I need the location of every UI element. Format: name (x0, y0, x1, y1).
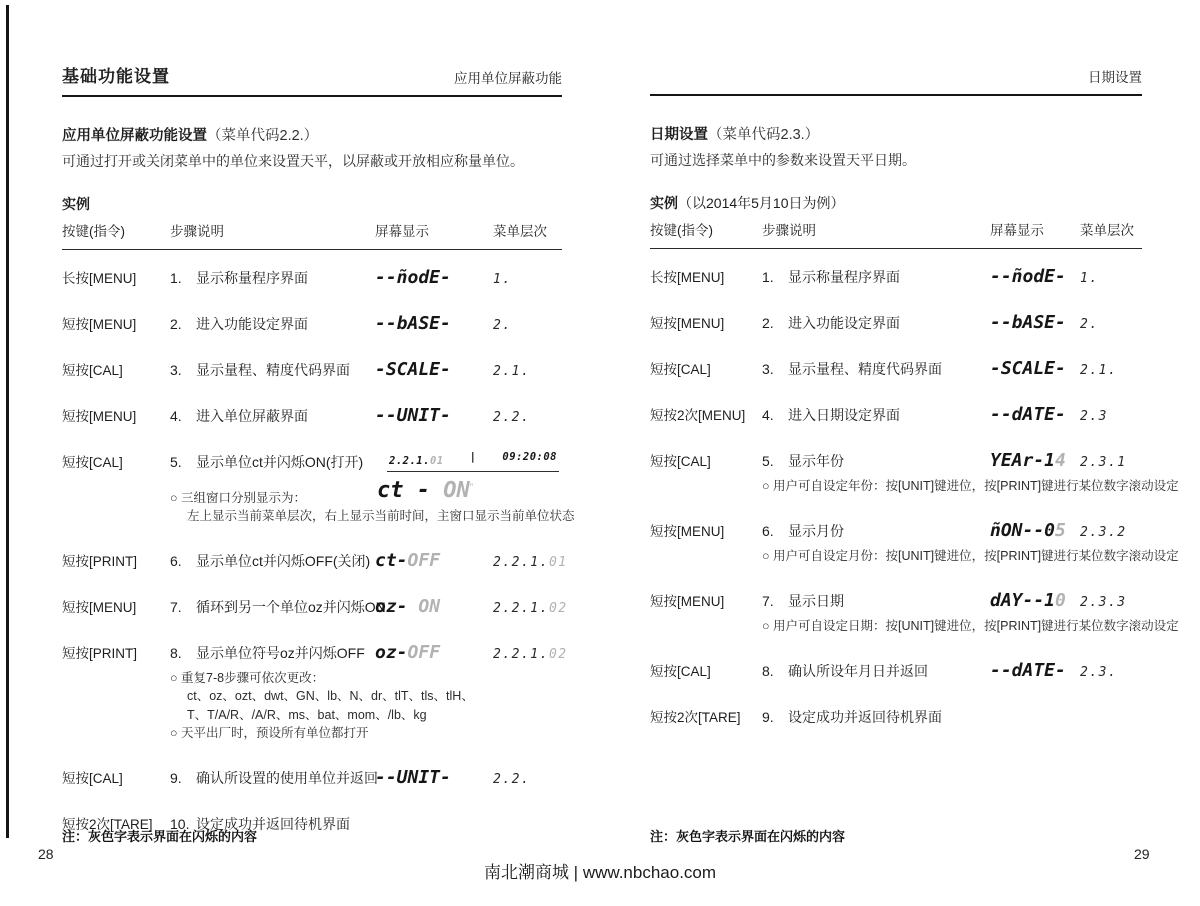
menu-level (493, 270, 562, 288)
menu-level (1080, 315, 1142, 333)
row-notes (170, 489, 575, 525)
menu-level (1080, 663, 1142, 681)
topic-title-code: （菜单代码2.2.） (207, 128, 319, 144)
key-command: 短按[MENU] (62, 600, 137, 616)
step-text: 进入单位屏蔽界面 (196, 408, 308, 424)
step-text: 设定成功并返回待机界面 (196, 815, 350, 832)
col-display: 屏幕显示 (990, 223, 1044, 238)
page-right (650, 62, 1179, 844)
step-number: 4. (762, 407, 774, 423)
footer-watermark: 南北潮商城 | www.nbchao.com (483, 863, 717, 882)
note-line: ○ 用户可自设定日期：按[UNIT]键进位，按[PRINT]键进行某位数字滚动设定 (762, 619, 1179, 634)
screen-display (375, 267, 493, 288)
step-description (762, 451, 990, 471)
menu-level (493, 770, 562, 788)
lcd-time: 09:20:08 (502, 451, 557, 463)
menu-level-seg: 1. (1080, 271, 1099, 286)
page-right-header (650, 62, 1142, 96)
screen-display (375, 359, 493, 380)
menu-level-seg: 2.2.1. (493, 555, 549, 571)
example-label-bold: 实例 (650, 195, 678, 211)
topic-title (62, 124, 562, 145)
screen-display-seg: OFF (407, 550, 441, 572)
screen-display (990, 520, 1080, 541)
step-text: 确认所设年月日并返回 (788, 663, 928, 680)
step-description (170, 551, 375, 571)
example-label-rest: （以2014年5月10日为例） (678, 195, 845, 211)
screen-display (990, 450, 1080, 471)
col-menu: 菜单层次 (1080, 223, 1134, 238)
step-text: 显示单位符号oz并闪烁OFF (196, 645, 365, 662)
menu-level (1080, 593, 1142, 611)
menu-level-seg: 1. (493, 272, 512, 287)
menu-level-seg: 2.2. (493, 410, 531, 425)
step-number: 2. (170, 316, 182, 332)
key-command: 短按[MENU] (650, 316, 725, 331)
step-text: 显示量程、精度代码界面 (196, 362, 350, 378)
key-command: 短按[PRINT] (62, 646, 138, 662)
table-row (62, 642, 568, 742)
step-number: 7. (170, 599, 182, 616)
screen-display (990, 358, 1080, 379)
flashing-note: 注：灰色字表示界面在闪烁的内容 (650, 829, 846, 844)
table-row (62, 267, 562, 288)
step-description (762, 405, 990, 425)
screen-display-seg: 4 (1055, 450, 1066, 471)
key-command: 短按[CAL] (62, 770, 123, 786)
step-text: 显示月份 (788, 523, 844, 540)
note-line: T、T/A/R、/A/R、ms、bat、mom、/lb、kg (187, 707, 427, 722)
step-number: 8. (762, 663, 774, 680)
step-description (170, 360, 375, 380)
screen-display-seg: --UNIT- (375, 766, 451, 788)
step-description (762, 313, 990, 333)
screen-display-seg: --bASE- (375, 313, 451, 334)
table-row (62, 313, 562, 334)
table-row (650, 404, 1142, 425)
screen-display (375, 313, 493, 334)
key-command: 短按[CAL] (650, 454, 711, 469)
key-command: 短按2次[TARE] (650, 710, 741, 726)
step-number: 1. (762, 269, 774, 285)
screen-display (375, 767, 493, 788)
menu-level-seg: 2.2. (493, 771, 531, 787)
table-row (650, 706, 1142, 727)
table-header (650, 219, 1142, 249)
col-key: 按键(指令) (62, 224, 125, 239)
table-row (62, 405, 562, 426)
lcd-menu-level-seg: 01 (429, 455, 444, 467)
screen-display (375, 405, 493, 426)
key-command: 短按[CAL] (650, 664, 711, 680)
step-description (170, 597, 386, 617)
step-description (170, 643, 375, 663)
menu-level-seg: 02 (548, 601, 568, 617)
menu-level (493, 553, 568, 571)
col-step: 步骤说明 (762, 223, 816, 238)
example-label (62, 194, 562, 214)
step-number: 9. (762, 709, 774, 726)
menu-level-seg: 2. (1080, 317, 1099, 332)
topic-title (650, 123, 1142, 144)
menu-level (1080, 453, 1142, 471)
screen-display-seg: -SCALE- (375, 359, 451, 380)
menu-level-seg: 2.1. (493, 364, 531, 379)
menu-level (493, 316, 562, 334)
table-row (650, 266, 1142, 287)
page-left-header (62, 62, 562, 97)
topic-title-code: （菜单代码2.3.） (708, 127, 820, 143)
table-row (650, 358, 1142, 379)
note-line: ○ 用户可自设定年份：按[UNIT]键进位，按[PRINT]键进行某位数字滚动设定 (762, 479, 1179, 493)
step-number: 5. (170, 454, 182, 470)
menu-level (1080, 269, 1142, 287)
table-row (62, 359, 562, 380)
row-notes (762, 477, 1179, 495)
step-text: 设定成功并返回待机界面 (788, 709, 942, 726)
step-number: 2. (762, 315, 774, 331)
menu-level-seg: 01 (548, 555, 568, 571)
menu-level (1080, 407, 1142, 425)
step-number: 8. (170, 645, 182, 662)
note-line: ○ 天平出厂时，预设所有单位都打开 (170, 725, 369, 740)
lcd-status-row (387, 451, 559, 472)
table-row (62, 451, 575, 525)
section-title: 基础功能设置 (62, 67, 170, 86)
topic-intro: 可通过打开或关闭菜单中的单位来设置天平，以屏蔽或开放相应称量单位。 (62, 153, 524, 169)
screen-display-seg: ON (418, 596, 441, 618)
step-text: 显示量程、精度代码界面 (788, 361, 942, 377)
step-number: 10. (170, 815, 190, 832)
note-line: 左上显示当前菜单层次，右上显示当前时间，主窗口显示当前单位状态 (187, 509, 575, 524)
row-notes (170, 669, 568, 742)
screen-display-seg: --dATE- (990, 404, 1066, 425)
screen-display-seg: --dATE- (990, 660, 1066, 682)
screen-display-seg: dAY--1 (990, 590, 1056, 612)
screen-display (990, 312, 1080, 333)
screen-display-seg: --UNIT- (375, 405, 451, 426)
note-line: ○ 重复7-8步骤可依次更改： (170, 671, 325, 686)
step-number: 6. (762, 523, 774, 540)
screen-display-seg: --ñodE- (375, 267, 451, 288)
lcd-stability-mark: ” (469, 482, 474, 494)
screen-display-seg: YEAr-1 (990, 450, 1056, 471)
step-number: 5. (762, 453, 774, 469)
table-row (62, 550, 568, 572)
key-command: 长按[MENU] (62, 271, 137, 286)
section-subtitle: 应用单位屏蔽功能 (454, 71, 562, 86)
page-number-left: 28 (38, 846, 54, 862)
example-label (650, 193, 1142, 213)
flashing-note: 注：灰色字表示界面在闪烁的内容 (62, 829, 258, 844)
step-text: 循环到另一个单位oz并闪烁ON (196, 599, 386, 616)
note-line: ct、oz、ozt、dwt、GN、lb、N、dr、tlT、tls、tlH、 (187, 689, 474, 704)
step-description (762, 267, 990, 287)
step-description (170, 406, 375, 426)
step-number: 7. (762, 593, 774, 610)
table-body-left (62, 267, 575, 834)
lcd-divider: | (469, 451, 477, 463)
key-command: 短按2次[MENU] (650, 408, 746, 423)
page-number-right: 29 (1134, 846, 1150, 862)
step-description (170, 268, 375, 288)
screen-display-seg: ñON--0 (990, 520, 1056, 542)
note-line: ○ 三组窗口分别显示为： (170, 491, 307, 505)
col-step: 步骤说明 (170, 224, 224, 239)
lcd-menu-level (389, 451, 444, 469)
screen-display-seg: ct- (375, 550, 408, 572)
step-description (170, 452, 375, 472)
step-description (170, 768, 378, 788)
menu-level-seg: 2.3.1 (1080, 455, 1127, 470)
table-row (650, 450, 1179, 495)
screen-display-seg: -SCALE- (990, 358, 1066, 379)
topic-title-bold: 应用单位屏蔽功能设置 (62, 128, 207, 144)
screen-display (990, 590, 1080, 611)
menu-level (1080, 523, 1142, 541)
step-number: 4. (170, 408, 182, 424)
table-row (650, 312, 1142, 333)
step-text: 显示单位ct并闪烁ON(打开) (196, 454, 364, 470)
menu-level-seg: 2.3 (1080, 409, 1108, 424)
example-label-bold: 实例 (62, 196, 90, 212)
screen-display (990, 660, 1080, 681)
key-command: 短按[MENU] (650, 594, 725, 610)
screen-display-seg: oz- (375, 596, 419, 618)
col-display: 屏幕显示 (375, 224, 429, 239)
step-text: 显示年份 (788, 453, 844, 469)
col-key: 按键(指令) (650, 223, 713, 238)
table-body-right (650, 266, 1179, 727)
step-text: 显示日期 (788, 593, 844, 610)
step-number: 1. (170, 270, 182, 286)
table-row (62, 767, 562, 788)
col-menu: 菜单层次 (493, 224, 547, 239)
step-description (762, 591, 990, 611)
table-row (650, 660, 1142, 681)
screen-display (375, 596, 493, 617)
row-notes (762, 547, 1179, 565)
note-line: ○ 用户可自设定月份：按[UNIT]键进位，按[PRINT]键进行某位数字滚动设定 (762, 549, 1179, 564)
menu-level-seg: 2.3.2 (1080, 525, 1127, 541)
lcd-main-seg: ct - (377, 478, 444, 503)
screen-display (990, 404, 1080, 425)
key-command: 短按[CAL] (62, 363, 123, 378)
scan-edge-line (6, 5, 9, 838)
screen-display-seg: --bASE- (990, 312, 1066, 333)
screen-display-seg: 0 (1055, 590, 1066, 612)
menu-level (1080, 361, 1142, 379)
screen-display-seg: OFF (407, 642, 441, 664)
lcd-menu-level-seg: 2.2.1. (389, 455, 430, 467)
menu-level-seg: 2.3.3 (1080, 595, 1127, 611)
step-text: 进入功能设定界面 (788, 315, 900, 331)
menu-level-seg: 2.3. (1080, 665, 1118, 681)
table-row (650, 590, 1179, 635)
screen-display-seg: --ñodE- (990, 266, 1066, 287)
page-left (62, 62, 575, 859)
step-text: 进入日期设定界面 (788, 407, 900, 423)
menu-level-seg: 2. (493, 318, 512, 333)
step-text: 确认所设置的使用单位并返回 (196, 769, 378, 786)
step-number: 3. (170, 362, 182, 378)
menu-level (493, 408, 562, 426)
key-command: 短按[CAL] (650, 362, 711, 377)
table-row (62, 596, 568, 618)
step-description (762, 359, 990, 379)
menu-level-seg: 2.2.1. (493, 647, 549, 663)
step-description (762, 521, 990, 541)
screen-display-seg: oz- (375, 642, 408, 664)
table-header (62, 220, 562, 250)
menu-level-seg: 2.2.1. (493, 601, 549, 617)
menu-level-seg: 2.1. (1080, 363, 1118, 378)
step-description (762, 707, 990, 727)
menu-level (493, 362, 562, 380)
step-number: 3. (762, 361, 774, 377)
step-number: 9. (170, 769, 182, 786)
step-number: 6. (170, 553, 182, 570)
lcd-main-seg: ON (443, 478, 470, 503)
step-text: 显示单位ct并闪烁OFF(关闭) (196, 553, 371, 570)
key-command: 长按[MENU] (650, 270, 725, 285)
key-command: 短按2次[TARE] (62, 816, 153, 832)
key-command: 短按[MENU] (62, 409, 137, 424)
key-command: 短按[MENU] (62, 317, 137, 332)
step-text: 显示称量程序界面 (788, 269, 900, 285)
key-command: 短按[PRINT] (62, 554, 138, 570)
topic-title-bold: 日期设置 (650, 127, 708, 143)
screen-display-seg: 5 (1055, 520, 1066, 542)
menu-level-seg: 02 (548, 647, 568, 663)
section-subtitle: 日期设置 (1088, 70, 1142, 85)
key-command: 短按[MENU] (650, 524, 725, 540)
screen-display (375, 550, 493, 571)
key-command: 短按[CAL] (62, 455, 123, 470)
topic-intro: 可通过选择菜单中的参数来设置天平日期。 (650, 152, 916, 168)
screen-display (375, 642, 493, 663)
step-description (762, 661, 990, 681)
table-row (650, 520, 1179, 565)
menu-level (493, 645, 568, 663)
row-notes (762, 617, 1179, 635)
step-text: 进入功能设定界面 (196, 316, 308, 332)
step-description (170, 314, 375, 334)
step-text: 显示称量程序界面 (196, 270, 308, 286)
screen-display (990, 266, 1080, 287)
menu-level (493, 599, 568, 617)
